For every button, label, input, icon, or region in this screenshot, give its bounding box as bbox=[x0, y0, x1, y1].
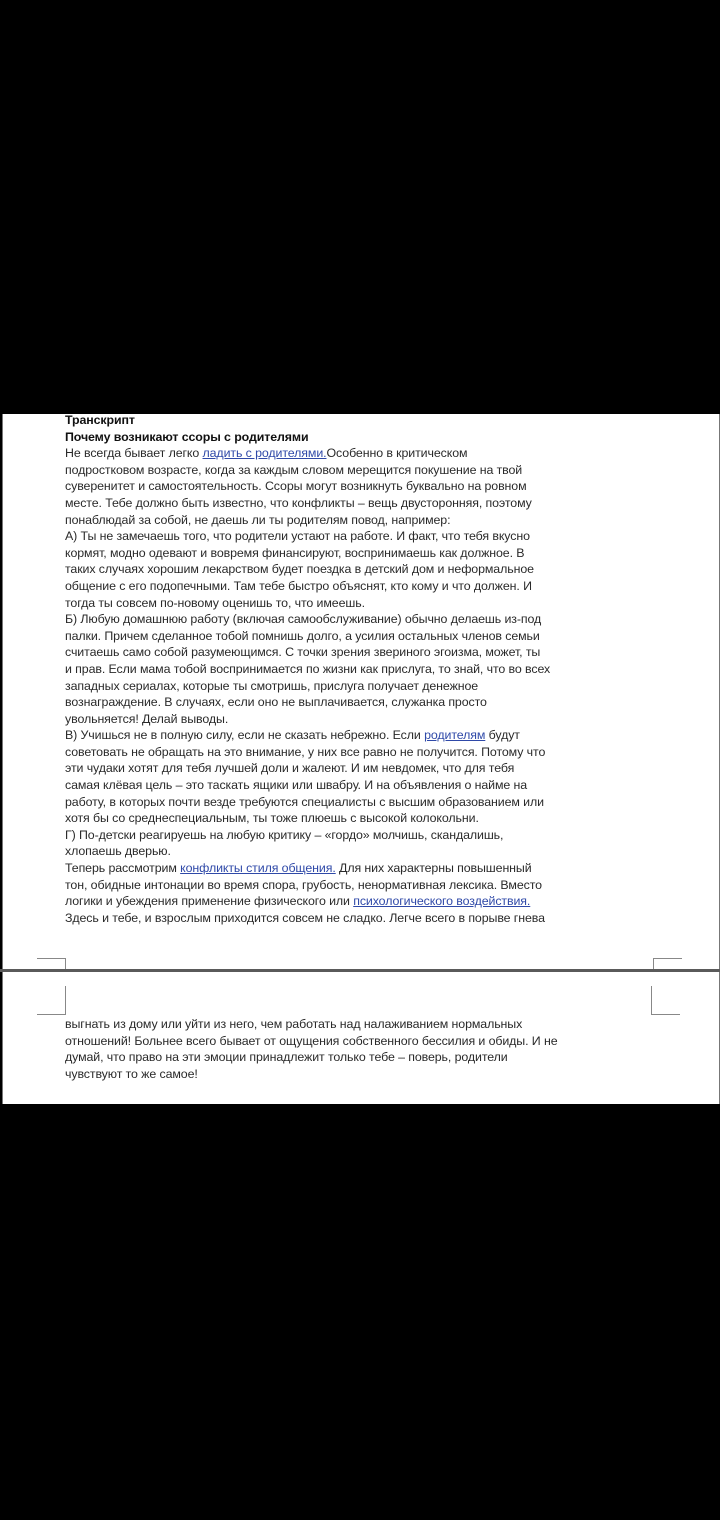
text-segment: увольняется! Делай выводы. bbox=[65, 711, 229, 726]
text-segment: Г) По-детски реагируешь на любую критику – «гордо» молчишь, скандалишь, bbox=[65, 827, 504, 842]
text-line bbox=[65, 528, 649, 545]
text-segment: хотя бы со среднеспециальным, ты тоже плюешь с высокой колокольни. bbox=[65, 811, 479, 826]
hyperlink[interactable]: конфликты стиля общения. bbox=[180, 861, 336, 876]
text-line bbox=[65, 711, 649, 728]
document-title: Почему возникают ссоры с родителями bbox=[65, 429, 309, 444]
text-line bbox=[65, 694, 649, 711]
text-line bbox=[65, 827, 649, 844]
document-heading: Транскрипт bbox=[65, 414, 135, 427]
text-line bbox=[65, 860, 649, 877]
page-1-text bbox=[65, 414, 649, 926]
page-corner-mark-top-right bbox=[651, 986, 680, 1015]
text-segment: Не всегда бывает легко bbox=[65, 446, 203, 461]
text-segment: тон, обидные интонации во время спора, грубость, ненормативная лексика. Вместо bbox=[65, 877, 542, 892]
text-segment: хлопаешь дверью. bbox=[65, 844, 171, 859]
hyperlink[interactable]: ладить с родителями. bbox=[202, 446, 327, 461]
text-segment: вознаграждение. В случаях, если оно не выплачивается, служанка просто bbox=[65, 695, 487, 710]
text-segment: понаблюдай за собой, не даешь ли ты родителям повод, например: bbox=[65, 512, 451, 527]
text-line bbox=[65, 810, 649, 827]
text-segment: работу, в которых почти везде требуются специалисты с высшим образованием или bbox=[65, 794, 544, 809]
text-segment: самая клёвая цель – это таскать ящики или швабру. И на объявления о найме на bbox=[65, 778, 528, 793]
text-segment: будут bbox=[485, 728, 520, 743]
text-line bbox=[65, 1033, 649, 1050]
text-line bbox=[65, 910, 649, 927]
text-line bbox=[65, 462, 649, 479]
document-page-2 bbox=[2, 972, 720, 1104]
text-line bbox=[65, 678, 649, 695]
text-line bbox=[65, 893, 649, 910]
text-segment: отношений! Больнее всего бывает от ощущения собственного бессилия и обиды. И не bbox=[65, 1033, 558, 1048]
text-line bbox=[65, 727, 649, 744]
text-line bbox=[65, 661, 649, 678]
text-segment: советовать не обращать на это внимание, у них все равно не получится. Потому что bbox=[65, 744, 546, 759]
page-1-body bbox=[65, 445, 649, 926]
text-line bbox=[65, 628, 649, 645]
text-segment: думай, что право на эти эмоции принадлежит только тебе – поверь, родители bbox=[65, 1050, 508, 1065]
text-segment: Б) Любую домашнюю работу (включая самообслуживание) обычно делаешь из-под bbox=[65, 612, 542, 627]
page-2-body bbox=[65, 1016, 649, 1082]
text-segment: и прав. Если мама тобой воспринимается по жизни как прислуга, то знай, что во всех bbox=[65, 661, 551, 676]
text-line bbox=[65, 843, 649, 860]
text-segment: кормят, модно одевают и вовремя финансируют, воспринимаешь как должное. В bbox=[65, 545, 525, 560]
text-line bbox=[65, 760, 649, 777]
text-line bbox=[65, 545, 649, 562]
document-page-1 bbox=[2, 414, 720, 970]
text-segment: выгнать из дому или уйти из него, чем работать над налаживанием нормальных bbox=[65, 1017, 523, 1031]
text-segment: тогда ты совсем по-новому оценишь то, что имеешь. bbox=[65, 595, 365, 610]
text-segment: В) Учишься не в полную силу, если не сказать небрежно. Если bbox=[65, 728, 425, 743]
text-line bbox=[65, 1049, 649, 1066]
text-line bbox=[65, 561, 649, 578]
text-line bbox=[65, 1066, 649, 1083]
text-line bbox=[65, 512, 649, 529]
text-segment: Здесь и тебе, и взрослым приходится совсем не сладко. Легче всего в порыве гнева bbox=[65, 910, 545, 925]
text-segment: подростковом возрасте, когда за каждым словом мерещится покушение на твой bbox=[65, 462, 523, 477]
text-line bbox=[65, 595, 649, 612]
text-segment: чувствуют то же самое! bbox=[65, 1066, 198, 1081]
text-segment: месте. Тебе должно быть известно, что конфликты – вещь двусторонняя, поэтому bbox=[65, 495, 532, 510]
text-segment: суверенитет и самостоятельность. Ссоры могут возникнуть буквально на ровном bbox=[65, 479, 527, 494]
text-line bbox=[65, 445, 649, 462]
text-line bbox=[65, 744, 649, 761]
text-line bbox=[65, 495, 649, 512]
text-segment: считаешь само собой разумеющимся. С точки зрения звериного эгоизма, может, ты bbox=[65, 645, 541, 660]
hyperlink[interactable]: психологического воздействия. bbox=[353, 894, 531, 909]
text-segment: логики и убеждения применение физического или bbox=[65, 894, 354, 909]
text-line bbox=[65, 644, 649, 661]
text-segment: эти чудаки хотят для тебя лучшей доли и жалеют. И им невдомек, что для тебя bbox=[65, 761, 515, 776]
text-segment: палки. Причем сделанное тобой помнишь долго, а усилия остальных членов семьи bbox=[65, 628, 540, 643]
text-line bbox=[65, 611, 649, 628]
hyperlink[interactable]: родителям bbox=[424, 728, 486, 743]
page-corner-mark-top-left bbox=[37, 986, 66, 1015]
text-segment: западных сериалах, которые ты смотришь, прислуга получает денежное bbox=[65, 678, 479, 693]
text-line bbox=[65, 877, 649, 894]
text-line bbox=[65, 578, 649, 595]
text-segment: А) Ты не замечаешь того, что родители устают на работе. И факт, что тебя вкусно bbox=[65, 529, 530, 544]
text-segment: Особенно в критическом bbox=[326, 446, 468, 461]
text-segment: таких случаях хорошим лекарством будет поездка в детский дом и неформальное bbox=[65, 562, 534, 577]
text-segment: Теперь рассмотрим bbox=[65, 861, 181, 876]
text-segment: общение с его подопечными. Там тебе быстро объяснят, кто кому и что должен. И bbox=[65, 578, 532, 593]
text-line bbox=[65, 777, 649, 794]
text-line bbox=[65, 1016, 649, 1033]
text-segment: Для них характерны повышенный bbox=[335, 861, 532, 876]
text-line bbox=[65, 478, 649, 495]
page-2-text bbox=[65, 1016, 649, 1082]
text-line bbox=[65, 794, 649, 811]
